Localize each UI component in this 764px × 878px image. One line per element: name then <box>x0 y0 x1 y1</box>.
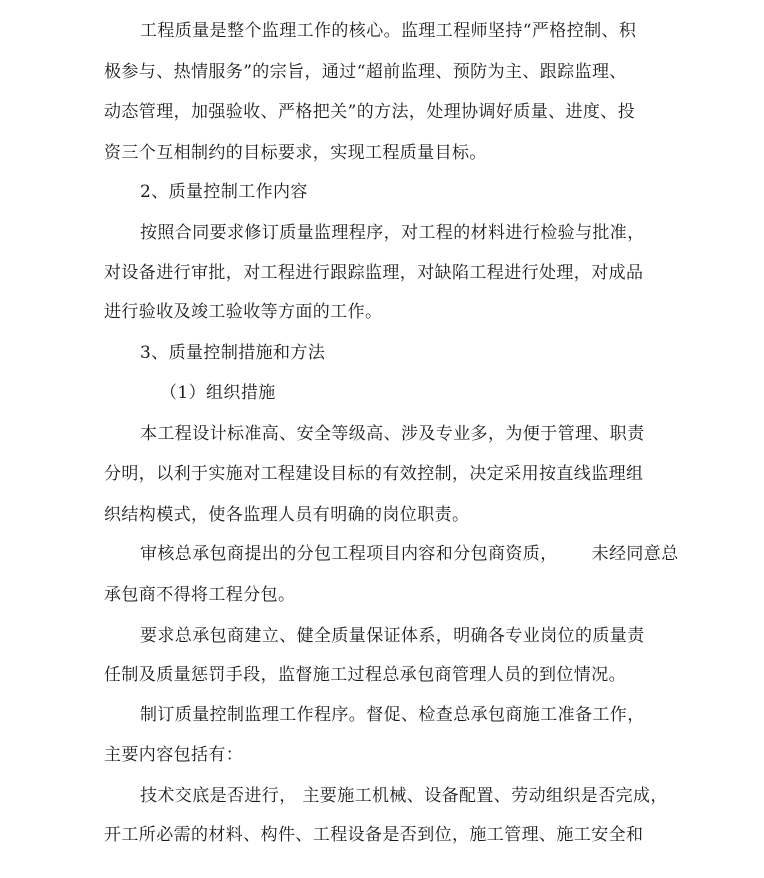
paragraph-line: 技术交底是否进行， 主要施工机械、设备配置、劳动组织是否完成， <box>140 786 668 806</box>
paragraph-line: 对设备进行审批，对工程进行跟踪监理，对缺陷工程进行处理，对成品 <box>104 263 644 283</box>
subsection-heading: （1）组织措施 <box>160 383 276 403</box>
section-heading: 2、质量控制工作内容 <box>140 182 308 202</box>
paragraph-line: 本工程设计标准高、安全等级高、涉及专业多，为便于管理、职责 <box>140 424 645 444</box>
paragraph-line: 资三个互相制约的目标要求，实现工程质量目标。 <box>104 143 487 163</box>
paragraph-line: 进行验收及竣工验收等方面的工作。 <box>104 302 383 322</box>
paragraph-line: 任制及质量惩罚手段，监督施工过程总承包商管理人员的到位情况。 <box>104 665 626 685</box>
paragraph-line: 开工所必需的材料、构件、工程设备是否到位，施工管理、施工安全和 <box>104 825 644 845</box>
paragraph-text: 未经同意总 <box>591 544 679 564</box>
paragraph-line: 按照合同要求修订质量监理程序，对工程的材料进行检验与批准， <box>140 223 645 243</box>
paragraph-line: 主要内容包括有： <box>104 745 244 765</box>
paragraph-line: 制订质量控制监理工作程序。督促、检查总承包商施工准备工作， <box>140 705 645 725</box>
paragraph-line: 织结构模式，使各监理人员有明确的岗位职责。 <box>104 505 470 525</box>
paragraph-line: 分明，以利于实施对工程建设目标的有效控制，决定采用按直线监理组 <box>104 464 644 484</box>
paragraph-line: 要求总承包商建立、健全质量保证体系，明确各专业岗位的质量责 <box>140 626 645 646</box>
paragraph-text: 审核总承包商提出的分包工程项目内容和分包商资质， <box>140 544 558 564</box>
paragraph-line: 动态管理，加强验收、严格把关”的方法，处理协调好质量、进度、投 <box>104 102 636 122</box>
paragraph-line: 承包商不得将工程分包。 <box>104 585 296 605</box>
paragraph-line: 工程质量是整个监理工作的核心。监理工程师坚持“严格控制、积 <box>140 21 637 41</box>
paragraph-line <box>140 543 679 565</box>
section-heading: 3、质量控制措施和方法 <box>140 343 326 363</box>
paragraph-line: 极参与、热情服务”的宗旨，通过“超前监理、预防为主、跟踪监理、 <box>104 62 627 82</box>
